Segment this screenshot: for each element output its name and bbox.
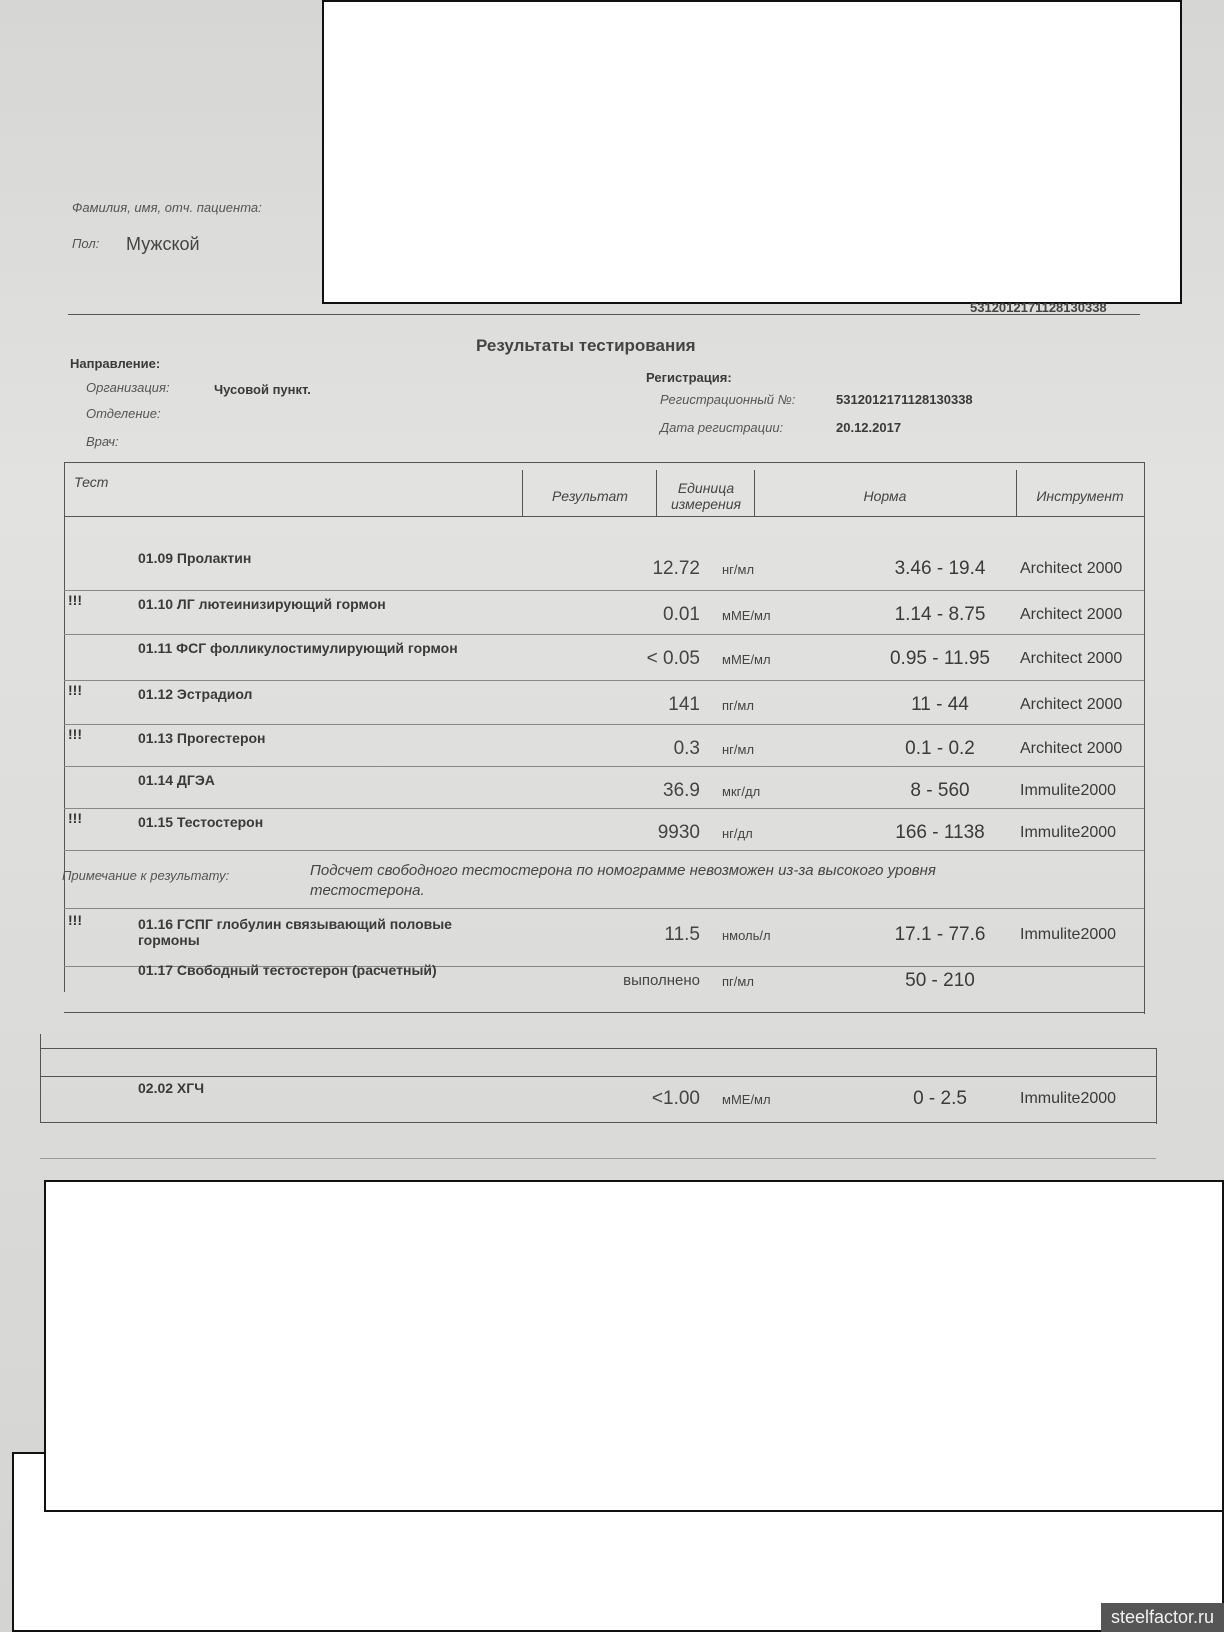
test-name: 01.13 Прогестерон bbox=[138, 730, 266, 746]
referral-label: Направление: bbox=[70, 356, 161, 371]
test-unit: нг/мл bbox=[722, 562, 755, 577]
test-result: 141 bbox=[668, 694, 700, 715]
test-norm: 3.46 - 19.4 bbox=[894, 558, 986, 579]
test-unit: мМЕ/мл bbox=[722, 608, 771, 623]
redacted-box-top bbox=[322, 0, 1182, 304]
test-unit: мМЕ/мл bbox=[722, 1092, 771, 1107]
note-text-line-2: тестостерона. bbox=[310, 882, 425, 899]
test-instrument: Architect 2000 bbox=[1020, 560, 1123, 577]
test-result: 12.72 bbox=[652, 558, 700, 579]
alert-flag: !!! bbox=[68, 682, 82, 698]
test-name: 01.16 ГСПГ глобулин связывающий половые гормоны bbox=[138, 916, 452, 948]
block-separator bbox=[40, 1048, 1156, 1049]
alert-flag: !!! bbox=[68, 810, 82, 826]
test-instrument: Architect 2000 bbox=[1020, 606, 1123, 623]
header-result: Результат bbox=[552, 488, 628, 504]
test-norm: 8 - 560 bbox=[910, 780, 970, 801]
test-unit: нмоль/л bbox=[722, 928, 771, 943]
alert-flag: !!! bbox=[68, 592, 82, 608]
test-norm: 11 - 44 bbox=[911, 694, 969, 715]
block-separator bbox=[40, 1122, 1156, 1123]
test-result: < 0.05 bbox=[646, 648, 700, 669]
test-result: 36.9 bbox=[663, 780, 700, 801]
note-label: Примечание к результату: bbox=[62, 868, 230, 883]
org-value: Чусовой пункт. bbox=[214, 382, 311, 397]
table-row bbox=[60, 682, 1150, 726]
alert-flag: !!! bbox=[68, 726, 82, 742]
test-name: 01.12 Эстрадиол bbox=[138, 686, 253, 702]
test-result: 0.01 bbox=[663, 604, 700, 625]
test-norm: 166 - 1138 bbox=[895, 822, 985, 843]
block-border bbox=[1156, 1048, 1157, 1124]
registration-label: Регистрация: bbox=[646, 370, 732, 385]
redacted-box-bottom bbox=[44, 1180, 1224, 1512]
block-border bbox=[40, 1034, 41, 1122]
test-instrument: Architect 2000 bbox=[1020, 696, 1123, 713]
test-name: 02.02 ХГЧ bbox=[138, 1080, 205, 1096]
table-row bbox=[60, 726, 1150, 770]
test-name: 01.10 ЛГ лютеинизирующий гормон bbox=[138, 596, 386, 612]
header-unit: Единица измерения bbox=[670, 480, 742, 512]
reg-date-label: Дата регистрации: bbox=[660, 420, 784, 435]
test-name: 01.15 Тестостерон bbox=[138, 814, 264, 830]
table-row bbox=[60, 1076, 1150, 1120]
test-result: 0.3 bbox=[673, 738, 700, 759]
page-title: Результаты тестирования bbox=[476, 336, 696, 355]
test-instrument: Immulite2000 bbox=[1020, 1090, 1117, 1107]
bottom-line bbox=[40, 1158, 1156, 1159]
test-unit: нг/мл bbox=[722, 742, 755, 757]
test-name: 01.17 Свободный тестостерон (расчетный) bbox=[138, 962, 437, 978]
test-unit: пг/мл bbox=[722, 974, 754, 989]
test-instrument: Architect 2000 bbox=[1020, 740, 1123, 757]
watermark: steelfactor.ru bbox=[1101, 1603, 1224, 1632]
test-instrument: Immulite2000 bbox=[1020, 782, 1117, 799]
reg-date-value: 20.12.2017 bbox=[836, 420, 902, 435]
test-norm: 1.14 - 8.75 bbox=[894, 604, 986, 625]
patient-sex-label: Пол: bbox=[72, 236, 100, 251]
test-norm: 17.1 - 77.6 bbox=[894, 924, 986, 945]
reg-number-value: 5312012171128130338 bbox=[836, 392, 973, 407]
test-unit: пг/мл bbox=[722, 698, 754, 713]
test-instrument: Immulite2000 bbox=[1020, 926, 1117, 943]
header-test: Тест bbox=[74, 474, 109, 490]
test-instrument: Architect 2000 bbox=[1020, 650, 1123, 667]
table-row bbox=[60, 592, 1150, 636]
reg-number-label: Регистрационный №: bbox=[660, 392, 796, 407]
patient-sex-value: Мужской bbox=[126, 234, 200, 254]
top-number: 5312012171128130338 bbox=[970, 300, 1107, 315]
test-result: 9930 bbox=[657, 822, 700, 843]
test-result: выполнено bbox=[623, 972, 700, 989]
test-norm: 0.95 - 11.95 bbox=[889, 648, 990, 669]
test-result: <1.00 bbox=[651, 1088, 700, 1109]
test-norm: 0.1 - 0.2 bbox=[905, 738, 975, 759]
doctor-label: Врач: bbox=[86, 434, 119, 449]
org-label: Организация: bbox=[86, 380, 170, 395]
table-row bbox=[60, 636, 1150, 680]
alert-flag: !!! bbox=[68, 912, 82, 928]
table-row bbox=[60, 546, 1150, 590]
header-norm: Норма bbox=[863, 488, 907, 504]
test-result: 11.5 bbox=[664, 924, 700, 945]
test-instrument: Immulite2000 bbox=[1020, 824, 1117, 841]
test-name: 01.14 ДГЭА bbox=[138, 772, 215, 788]
test-norm: 0 - 2.5 bbox=[913, 1088, 967, 1109]
table-row bbox=[60, 768, 1150, 812]
test-unit: мкг/дл bbox=[722, 784, 761, 799]
note-text-line-1: Подсчет свободного тестостерона по номограмме невозможен из-за высокого уровня bbox=[310, 862, 936, 879]
table-row bbox=[60, 958, 1150, 1002]
patient-name-label: Фамилия, имя, отч. пациента: bbox=[72, 200, 262, 215]
test-name: 01.09 Пролактин bbox=[138, 550, 252, 566]
header-instrument: Инструмент bbox=[1036, 488, 1124, 504]
test-unit: нг/дл bbox=[722, 826, 753, 841]
table-row bbox=[60, 810, 1150, 854]
dept-label: Отделение: bbox=[86, 406, 161, 421]
test-name: 01.11 ФСГ фолликулостимулирующий гормон bbox=[138, 640, 458, 656]
test-unit: мМЕ/мл bbox=[722, 652, 771, 667]
table-row bbox=[60, 912, 1150, 956]
test-norm: 50 - 210 bbox=[905, 970, 975, 991]
